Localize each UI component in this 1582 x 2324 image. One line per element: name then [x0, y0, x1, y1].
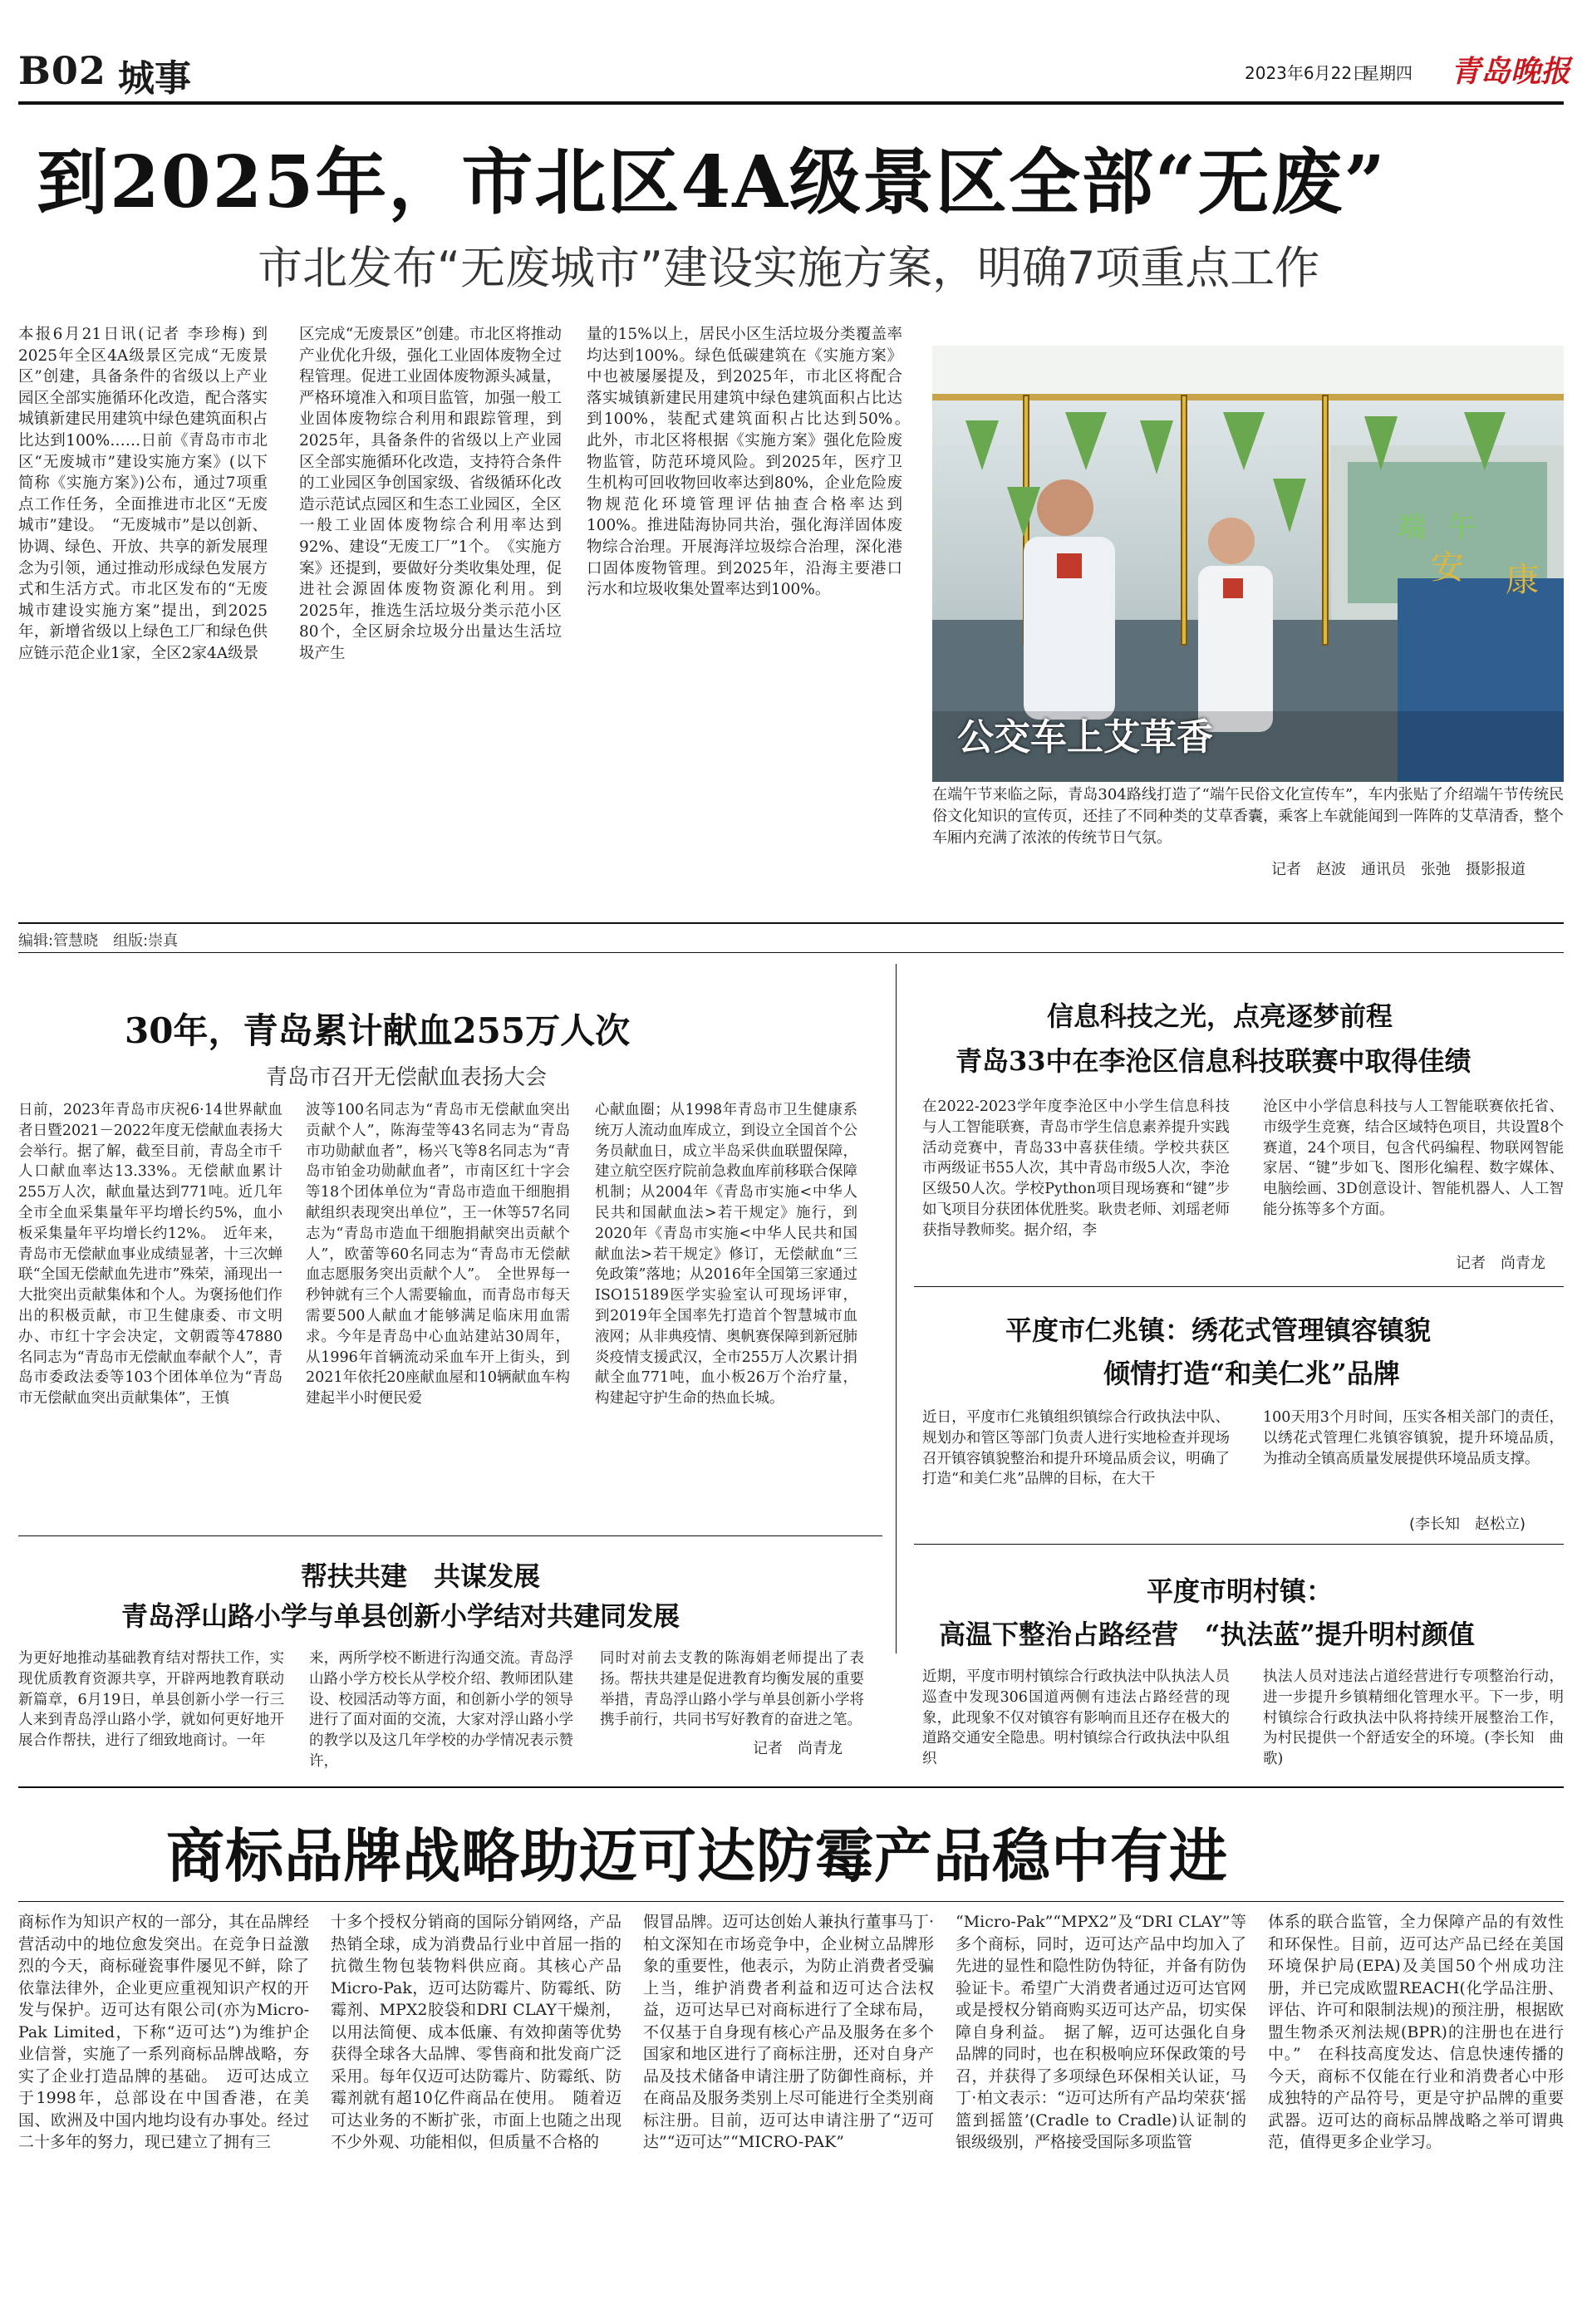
renzhao-headline-2: 倾情打造“和美仁兆”品牌: [1103, 1358, 1400, 1389]
infotech-headline-2: 青岛33中在李沧区信息科技联赛中取得佳绩: [956, 1045, 1471, 1077]
fushan-col-3: 同时对前去支教的陈海娟老师提出了表扬。帮扶共建是促进教育均衡发展的重要举措，青岛浮山路小学与单县创新小学将携手前行，共同书写好教育的奋进之笔。: [600, 1650, 864, 1729]
blood-bottom-rule: [18, 1535, 882, 1536]
renzhao-col-2: 100天用3个月时间，压实各相关部门的责任，以绣花式管理仁兆镇容镇貌，提升环境品质，为推动全镇高质量发展提供环境品质支撑。: [1263, 1409, 1564, 1467]
renzhao-col-1: 近日，平度市仁兆镇组织镇综合行政执法中队、规划办和管区等部门负责人进行实地检查并现场召开镇容镇貌整治和提升环境品质会议，明确了打造“和美仁兆”品牌的目标，在大干: [922, 1409, 1230, 1488]
mingcun-headline-1: 平度市明村镇：: [1147, 1575, 1334, 1607]
lead-headline: 到2025年，市北区4A级景区全部“无废”: [37, 140, 1387, 224]
trademark-col-4: “Micro-Pak”“MPX2”及“DRI CLAY”等多个商标，同时，迈可达产品中均加入了先进的显性和隐性防伪特征，并备有防伪验证卡。希望广大消费者通过迈可达官网或是授权分销商购买迈可达产品，切实保障自身利益。 据了解，迈可达强化自身品牌的同时，也在积极响应环保政策的号召，并获得了多项绿色环保相关认证，马丁·柏文表示：“迈可达所有产品均荣获‘摇篮到摇篮’(Cradle to Cradle)认证制的银级级别，严格接受国际多项监管: [956, 1913, 1246, 2151]
trademark-headline: 商标品牌战略助迈可达防霉产品稳中有进: [166, 1821, 1228, 1890]
renzhao-headline-1: 平度市仁兆镇：绣花式管理镇容镇貌: [1005, 1314, 1432, 1346]
sign-char-4: 康: [1506, 561, 1539, 599]
photo-caption: 在端午节来临之际，青岛304路线打造了“端午民俗文化宣传车”，车内张贴了介绍端午节传统民俗文化知识的宣传页，还挂了不同种类的艾草香囊，乘客上车就能闻到一阵阵的艾草清香，整个车厢内充满了浓浓的传统节日气氛。: [932, 786, 1564, 847]
trademark-col-5: 体系的联合监管，全力保障产品的有效性和环保性。目前，迈可达产品已经在美国环境保护局(EPA)及美国50个州成功注册，并已完成欧盟REACH(化学品注册、评估、许可和限制法规)的预注册，根据欧盟生物杀灭剂法规(BPR)的注册也在进行中。” 在科技高度发达、信息快速传播的今天，商标不仅能在行业和消费者心中形成独特的产品符号，更是守护品牌的重要武器。迈可达的商标品牌战略之举可谓典范，值得更多企业学习。: [1268, 1913, 1564, 2151]
infotech-col-2: 沧区中小学信息科技与人工智能联赛依托省、市级学生竞赛，结合区域特色项目，共设置8个赛道，24个项目，包含代码编程、物联网智能家居、“键”步如飞、图形化编程、数字媒体、电脑绘画、3D创意设计、智能机器人、人工智能分拣等多个方面。: [1263, 1098, 1564, 1218]
photo-overlay-title: 公交车上艾草香: [957, 716, 1213, 759]
mingcun-col-1: 近期，平度市明村镇综合行政执法中队执法人员巡查中发现306国道两侧有违法占路经营的现象，此现象不仅对镇容有影响而且还存在极大的道路交通安全隐患。明村镇综合行政执法中队组织: [922, 1668, 1230, 1768]
lead-col-1: 本报6月21日讯(记者 李珍梅) 到2025年全区4A级景区完成“无废景区”创建，具备条件的省级以上产业园区全部实施循环化改造，配合落实城镇新建民用建筑中绿色建筑面积占比达到100%……日前《青岛市市北区“无废城市”建设实施方案》(以下简称《实施方案》)公布，通过7项重点工作任务，全面推进市北区“无废城市”建设。 “无废城市”是以创新、协调、绿色、开放、共享的新发展理念为引领，通过推动形成绿色发展方式和生活方式。市北区发布的“无废城市建设实施方案”提出，到2025年，新增省级以上绿色工厂和绿色供应链示范企业1家，全区2家4A级景: [18, 326, 268, 662]
blood-col-3: 心献血圈；从1998年青岛市卫生健康系统万人流动血库成立，到设立全国首个公务员献血日，成立半岛采供血联盟保障，建立航空医疗院前急救血库前移联合保障机制；从2004年《青岛市实施<中华人民共和国献血法>若干规定》施行，到2020年《青岛市实施<中华人民共和国献血法>若干规定》修订，无偿献血“三免政策”落地；从2016年全国第三家通过ISO15189医学实验室认可现场评审，到2019年全国率先打造首个智慧城市血液网；从非典疫情、奥帆赛保障到新冠肺炎疫情支援武汉，全市255万人次累计捐献全血771吨，血小板26万个治疗量，构建起守护生命的热血长城。: [595, 1102, 857, 1408]
lead-col-3: 量的15%以上，居民小区生活垃圾分类覆盖率均达到100%。绿色低碳建筑在《实施方案》中也被屡屡提及，到2025年，市北区将配合落实城镇新建民用建筑中绿色建筑面积占比达到100%，装配式建筑面积占比达到50%。 此外，市北区将根据《实施方案》强化危险废物监管，防范环境风险。到2025年，医疗卫生机构可回收物回收率达到80%，企业危险废物规范化环境管理评估抽查合格率达到100%。推进陆海协同共治，强化海洋固体废物综合治理。开展海洋垃圾综合治理，深化港口固体废物管理。到2025年，沿海主要港口污水和垃圾收集处置率达到100%。: [587, 326, 918, 599]
infotech-byline: 记者 尚青龙: [1456, 1255, 1545, 1272]
sign-char-2: 午: [1447, 511, 1476, 544]
lead-col-2: 区完成“无废景区”创建。市北区将推动产业优化升级，强化工业固体废物全过程管理。促进工业固体废物源头减量，严格环境准入和项目监管，加强一般工业固体废物综合利用和跟踪管理，到2025年，具备条件的省级以上产业园区全部实施循环化改造，支持符合条件的工业园区争创国家级、省级循环化改造示范试点园区和生态工业园区，全区一般工业固体废物综合利用率达到92%、建设“无废工厂”1个。 《实施方案》还提到，要做好分类收集处理，促进社会源固体废物资源化利用。到2025年，推选生活垃圾分类示范小区80个，全区厨余垃圾分出量达生活垃圾产生: [299, 326, 562, 662]
bus-photo: [932, 346, 1564, 782]
page-number: B02: [18, 48, 106, 93]
editor-rule: [18, 952, 1564, 953]
vertical-divider: [896, 964, 897, 1653]
sign-char-3: 安: [1431, 548, 1464, 587]
trademark-title-rule: [18, 1901, 1564, 1902]
section-name: 城事: [118, 57, 191, 100]
fushan-col-1: 为更好地推动基础教育结对帮扶工作，实现优质教育资源共享，开辟两地教育联动新篇章，6月19日，单县创新小学一行三人来到青岛浮山路小学，就如何更好地开展合作帮扶，进行了细致地商讨。一年: [18, 1650, 284, 1750]
mingcun-col-2: 执法人员对违法占道经营进行专项整治行动，进一步提升乡镇精细化管理水平。下一步，明村镇综合行政执法中队将持续开展整治工作，为村民提供一个舒适安全的环境。(李长知 曲歌): [1263, 1668, 1564, 1768]
sign-char-1: 端: [1398, 511, 1426, 544]
infotech-col-1: 在2022-2023学年度李沧区中小学生信息科技与人工智能联赛，青岛市学生信息素养提升实践活动竞赛中，青岛33中喜获佳绩。学校共获区市两级证书55人次，其中青岛市级5人次，李沧区级50人次。学校Python项目现场赛和“键”步如飞项目分获团体优胜奖。耿贵老师、刘瑶老师获指导教师奖。据介绍，李: [922, 1098, 1230, 1239]
blood-subheadline: 青岛市召开无偿献血表扬大会: [266, 1065, 548, 1090]
blood-headline: 30年，青岛累计献血255万人次: [125, 1010, 631, 1051]
blood-col-1: 日前，2023年青岛市庆祝6·14世界献血者日暨2021－2022年度无偿献血表扬大会举行。据了解，截至目前，青岛全市千人口献血率达13.33%。无偿献血累计255万人次，献血量达到771吨。近几年全市全血采集量年平均增长约5%，血小板采集量年平均增长约12%。 近年来，青岛市无偿献血事业成绩显著，十三次蝉联“全国无偿献血先进市”殊荣，涌现出一大批突出贡献集体和个人。为褒扬他们作出的积极贡献，市卫生健康委、市文明办、市红十字会决定，文朝霞等47880名同志为“青岛市无偿献血奉献个人”，青岛市委政法委等103个团体单位为“青岛市无偿献血突出贡献集体”，王慎: [18, 1102, 282, 1408]
fushan-headline-2: 青岛浮山路小学与单县创新小学结对共建同发展: [121, 1600, 680, 1632]
infotech-rule: [914, 1286, 1564, 1287]
trademark-col-2: 十多个授权分销商的国际分销网络，产品热销全球，成为消费品行业中首屈一指的抗微生物包装物料供应商。其核心产品Micro-Pak，迈可达防霉片、防霉纸、防霉剂、MPX2胶袋和DRI CLAY干燥剂，以用法简便、成本低廉、有效抑菌等优势获得全球各大品牌、零售商和批发商广泛采用。每年仅迈可达防霉片、防霉纸、防霉剂就有超10亿件商品在使用。 随着迈可达业务的不断扩张，市面上也随之出现不少外观、功能相似，但质量不合格的: [331, 1913, 622, 2151]
trademark-col-1: 商标作为知识产权的一部分，其在品牌经营活动中的地位愈发突出。在竞争日益激烈的今天，商标碰瓷事件屡见不鲜，除了依靠法律外，企业更应重视知识产权的开发与保护。迈可达有限公司(亦为Micro-Pak Limited，下称“迈可达”)为维护企业信誉，实施了一系列商标品牌战略，夯实了企业打造品牌的基础。 迈可达成立于1998年，总部设在中国香港，在美国、欧洲及中国内地均设有办事处。经过二十多年的努力，现已建立了拥有三: [18, 1913, 309, 2151]
issue-date: 2023年6月22日: [1245, 63, 1369, 83]
lead-bottom-rule: [18, 922, 1564, 924]
header-rule: [18, 101, 1564, 105]
trademark-top-rule: [18, 1786, 1564, 1788]
issue-weekday: 星期四: [1363, 63, 1412, 83]
trademark-col-3: 假冒品牌。迈可达创始人兼执行董事马丁·柏文深知在市场竞争中，企业树立品牌形象的重要性，他表示，为防止消费者受骗上当，维护消费者利益和迈可达合法权益，迈可达早已对商标进行了全球布局，不仅基于自身现有核心产品及服务在多个国家和地区进行了商标注册，还对自身产品及技术储备申请注册了防御性商标，并在商品及服务类别上尽可能进行全类别商标注册。目前，迈可达申请注册了“迈可达”“迈可达”“MICRO-PAK”: [643, 1913, 934, 2151]
fushan-byline: 记者 尚青龙: [753, 1740, 843, 1757]
photo-credit: 记者 赵波 通讯员 张弛 摄影报道: [1271, 861, 1526, 878]
lead-subheadline: 市北发布“无废城市”建设实施方案，明确7项重点工作: [258, 242, 1320, 294]
fushan-col-2: 来，两所学校不断进行沟通交流。青岛浮山路小学方校长从学校介绍、教师团队建设、校园活动等方面，和创新小学的领导进行了面对面的交流，大家对浮山路小学的教学以及这几年学校的办学情况表示赞许，: [309, 1650, 573, 1770]
fushan-headline-1: 帮扶共建 共谋发展: [301, 1560, 541, 1592]
renzhao-rule: [914, 1544, 1564, 1545]
blood-col-2: 波等100名同志为“青岛市无偿献血突出贡献个人”，陈海莹等43名同志为“青岛市功勋献血者”，杨兴飞等8名同志为“青岛市铂金功勋献血者”，市南区红十字会等18个团体单位为“青岛市造血干细胞捐献组织表现突出单位”，王一休等57名同志为“青岛市造血干细胞捐献突出贡献个人”，欧蕾等60名同志为“青岛市无偿献血志愿服务突出贡献个人”。 全世界每一秒钟就有三个人需要输血，而青岛市每天需要500人献血才能够满足临床用血需求。今年是青岛中心血站建站30周年，从1996年首辆流动采血车开上街头，到2021年依托20座献血屋和10辆献血车构建起半小时便民爱: [306, 1102, 570, 1408]
newspaper-logo: 青岛晚报: [1451, 54, 1571, 89]
editor-line: 编辑:管慧晓 组版:崇真: [18, 932, 179, 950]
infotech-headline-1: 信息科技之光，点亮逐梦前程: [1047, 1000, 1393, 1032]
mingcun-headline-2: 高温下整治占路经营 “执法蓝”提升明村颜值: [939, 1619, 1475, 1650]
renzhao-byline: (李长知 赵松立): [1409, 1516, 1526, 1533]
